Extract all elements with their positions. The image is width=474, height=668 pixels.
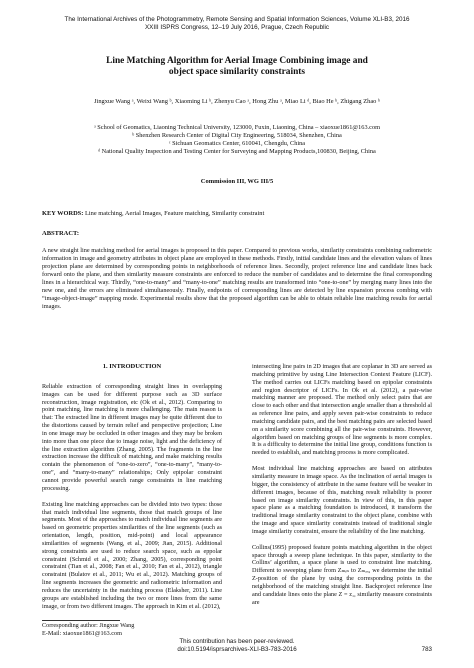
section-heading-introduction: 1. INTRODUCTION	[102, 363, 162, 370]
affiliation-c: ᶜ Sichuan Geomatics Center, 610041, Chengdu, China	[168, 140, 306, 147]
intro-paragraph-4: Most individual line matching approaches are based on attributes similarity measure in image space. As the inclination of aerial images is bigger, the consistency of attribute in the same feature will be weaker in different images, because of this, matching result reliability is poorer based on image similarity constraints. In view of this, in this paper space plane as a matching foundation is introduced, it transform the traditional image similarity constraint to the object plane, combine with the image and space similarity constraints instead of traditional single image similarity constraint, ensure the reliability of the line matching.	[252, 465, 432, 535]
footer-doi: doi:10.5194/isprsarchives-XLI-B3-783-2016	[177, 646, 297, 653]
intro-paragraph-5: Collins(1995) proposed feature points matching algorithm in the object space through a sweep plane technique. In this paper, similarity to the Collins’ algorithm, a space plane is used to constraint line matching. Different to sweeping plane from Zₘᵢₙ to Zₘₐₓ, we determine the initial Z-position of the plane by using the corresponding points in the neighborhood of the matching straight line. Backproject reference line and candidate lines onto the plane Z = z₁, similarity measure constraints are	[252, 543, 432, 606]
paper-title-line2: object space similarity constraints	[168, 67, 306, 77]
keywords	[42, 210, 432, 218]
journal-header-line2: XXIII ISPRS Congress, 12–19 July 2016, Prague, Czech Republic	[144, 24, 330, 31]
footnote	[42, 622, 134, 638]
abstract-text: A new straight line matching method for aerial images is proposed in this paper. Compared to previous works, similarity constraints combining radiometric information in image and geometry attributes in object plane are employed in these methods. Firstly, initial candidate lines and the elevation values of lines projection plane are determined by corresponding points in neighborhoods of reference lines. Secondly, project reference line and candidate lines back forward onto the plane, and then similarity measure constraints are enforced to reduce the number of candidates and to determine the final corresponding lines in a hierarchical way. Thirdly, “one-to-many” and “many-to-one” matching results are transformed into “one-to-one” by merging many lines into the new one, and the errors are eliminated simultaneously. Finally, endpoints of corresponding lines are detected by line expansion process combing with “image-object-image” mapping mode. Experimental results show that the proposed algorithm can be able to obtain reliable line matching results for aerial images.	[42, 247, 432, 311]
left-column	[42, 363, 222, 610]
intro-paragraph-1: Reliable extraction of corresponding straight lines in overlapping images can be used for different purpose such as 3D surface reconstruction, image registration, etc (Ok et al., 2012). Comparing to point matching, line matching is more challenging. The main reason is that: The extracted line in different images may be quite different due to the distortions caused by terrain relief and perspective projection; Line in one image may be occluded in other images and they may be broken into more than one piece due to image noise, light and the deficiency of the line extraction algorithm (Zhang, 2005). The fragments in the line extraction increase the difficult of matching, and make matching results contain the phenomenon of “one-to-zero”, “one-to-many”, “many-to-one”, and “many-to-many” relationships; Only epipolar constraint cannot provide powerful search range constraints in line matching processing.	[42, 382, 222, 492]
page-number: 783	[421, 646, 432, 653]
footer-review-note: This contribution has been peer-reviewed.	[179, 638, 295, 645]
affiliation-a: ᵃ School of Geomatics, Liaoning Technical University, 123000, Fuxin, Liaoning, China – xiaoxue1861@163.com	[93, 124, 381, 131]
journal-header	[24, 16, 450, 32]
paper-title	[40, 56, 434, 78]
right-column	[252, 363, 432, 606]
affiliation-b: ᵇ Shenzhen Research Center of Digital City Engineering, 518034, Shenzhen, China	[132, 132, 342, 139]
abstract-heading: ABSTRACT:	[42, 230, 80, 237]
affiliation-d: ᵈ National Quality Inspection and Testing Center for Surveying and Mapping Products,100830, Beijing, China	[98, 148, 376, 155]
page-footer	[100, 638, 374, 654]
affiliations	[60, 124, 414, 156]
author-list: Jingxue Wang ᵃ, Weixi Wang ᵇ, Xiaoming Li ᵇ, Zhenyu Cao ᵃ, Hong Zhu ᵃ, Miao Li ᵈ, Biao He ᵇ, Zhigang Zhao ᵇ	[94, 98, 380, 105]
keywords-text: Line matching, Aerial Images, Feature matching, Similarity constraint	[83, 210, 265, 217]
footnote-email: E-Mail: xiaoxue1861@163.com	[42, 630, 122, 637]
intro-paragraph-2: Existing line matching approaches can be divided into two types: those that match individual line segments, those that match groups of line segments. Most of the approaches to match individual line segments are based on geometric properties similarities of the line segments (such as orientation, length, position, mid-point) and local appearance similarities of segments (Wang, et al., 2009; Jian, 2015). Additional strong constraints are used to reduce search space, such as eppolar constraint (Schmid et al., 2000; Zhang, 2005), corresponding point constraint (Tian et al., 2008; Fan et al., 2010; Fan et al., 2012), triangle constraint (Bulatov et al., 2011; Wu et al., 2012). Matching groups of line segments increases the geometric and radiometric information and reduces the uncertainty in the matching process (Elaksher, 2011). Line groups are established including the two or more lines from the same image, or from two different images. The approach in Kim et al. (2012),	[42, 500, 222, 610]
journal-header-line1: The International Archives of the Photogrammetry, Remote Sensing and Spatial Information Sciences, Volume XLI-B3, 2016	[64, 16, 410, 23]
footnote-divider	[42, 620, 120, 621]
keywords-label: KEY WORDS:	[42, 210, 84, 217]
paper-title-line1: Line Matching Algorithm for Aerial Image Combining image and	[106, 56, 368, 66]
intro-paragraph-3: intersecting line pairs in 2D images that are coplanar in 3D are served as matching primitive by using Line Intersection Context Feature (LICF). The method carries out LICFs matching based on epipolar constraints and region descriptor of LICFs. In Ok et al. (2012), a pair-wise matching manner are proposed. The method only select pairs that are close to each other and that intersection angle smaller than a threshold al as reference line pairs, and apply seven pair-wise constraints to reduce matching candidate pairs, and the best matching pairs are selected based on a similarity score combining all the pair-wise constraints. However, algorithm based on matching groups of line segments is more complex. It is a difficulty to determine the initial line group, conditions function is needed to establish, and matching process is more complicated.	[252, 363, 432, 457]
footnote-corresponding-author: Corresponding author: Jingxue Wang	[42, 622, 135, 629]
commission-label: Commission III, WG III/5	[200, 178, 274, 185]
